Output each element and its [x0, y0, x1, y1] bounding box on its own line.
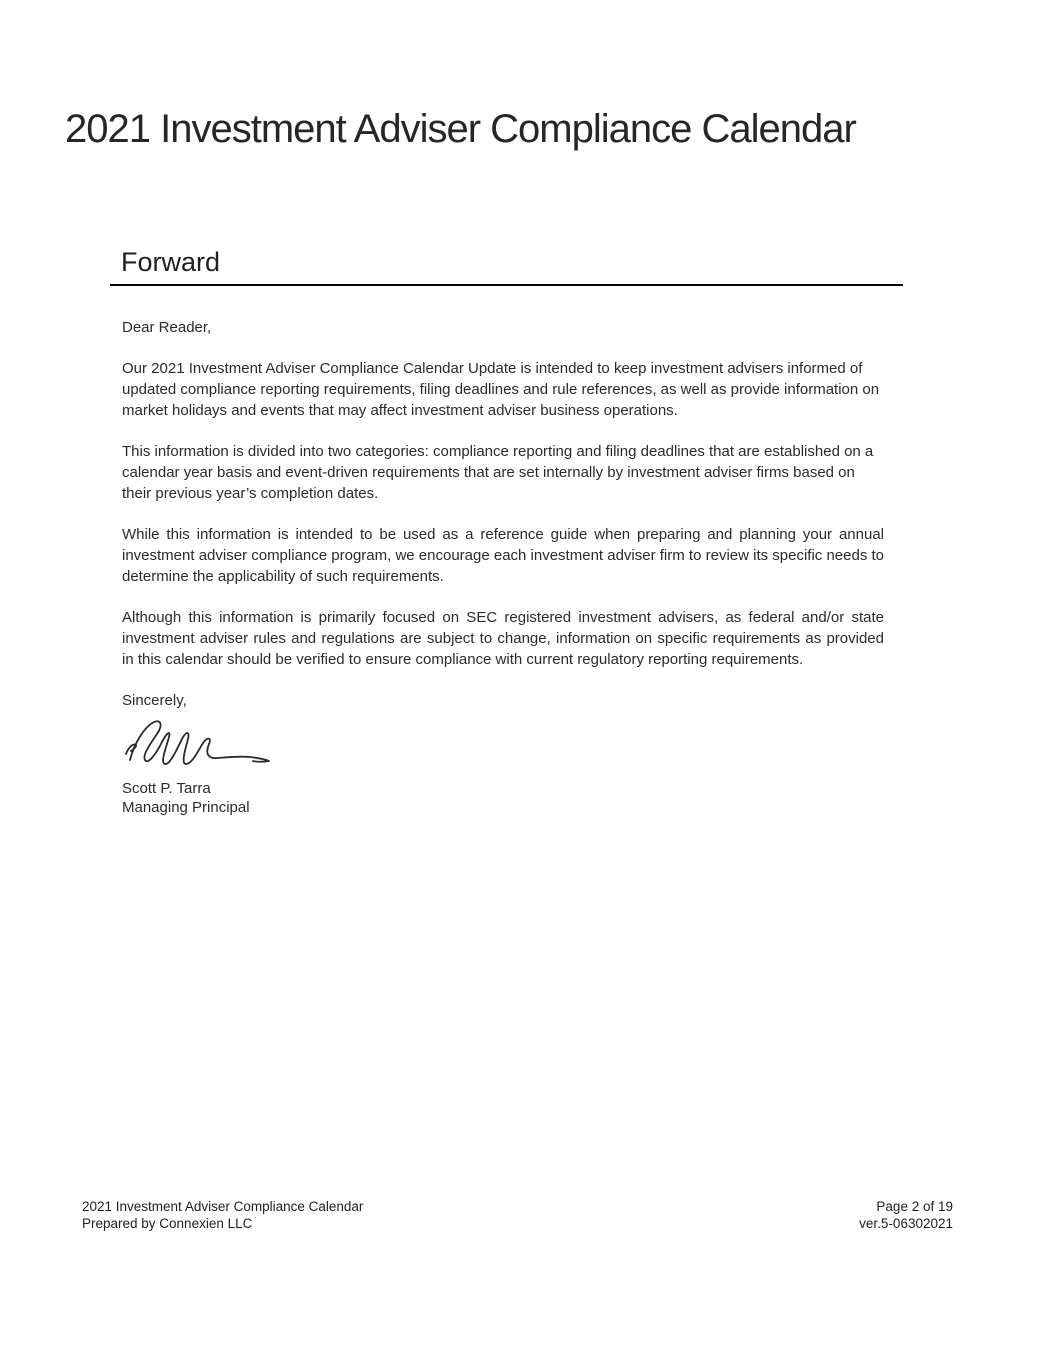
section-heading: Forward — [121, 247, 221, 277]
page-footer — [82, 1198, 953, 1232]
letter-paragraph: Our 2021 Investment Adviser Compliance Calendar Update is intended to keep investment advisers informed of updated compliance reporting requirements, filing deadlines and rule references, as well as provide information on market holidays and events that may affect investment adviser business operations. — [122, 360, 880, 419]
footer-version: ver.5-06302021 — [859, 1216, 953, 1231]
signature-image — [122, 715, 884, 773]
footer-page-indicator: Page 2 of 19 — [876, 1199, 953, 1214]
signature-scrawl-icon — [122, 715, 302, 771]
footer-right — [859, 1198, 953, 1232]
signer-role: Managing Principal — [122, 799, 250, 816]
footer-prepared-by: Prepared by Connexien LLC — [82, 1216, 253, 1231]
letter-paragraph: Although this information is primarily focused on SEC registered investment advisers, as federal and/or state investment adviser rules and regulations are subject to change, information on specific requirements as provided in this calendar should be verified to ensure compliance with current regulatory reporting requirements. — [122, 609, 884, 668]
footer-doc-title: 2021 Investment Adviser Compliance Calendar — [82, 1199, 364, 1214]
letter-body — [122, 317, 884, 817]
closing-line: Sincerely, — [122, 692, 187, 709]
signer-name: Scott P. Tarra — [122, 780, 211, 797]
salutation: Dear Reader, — [122, 319, 212, 336]
document-title: 2021 Investment Adviser Compliance Calendar — [65, 107, 856, 151]
letter-paragraph: While this information is intended to be used as a reference guide when preparing and planning your annual investment adviser compliance program, we encourage each investment adviser firm to review its specific needs to determine the applicability of such requirements. — [122, 526, 885, 585]
footer-left — [82, 1198, 363, 1232]
section-heading-block — [110, 247, 903, 286]
letter-paragraph: This information is divided into two categories: compliance reporting and filing deadlines that are established on a calendar year basis and event-driven requirements that are set internally by investment adviser firms based on their previous year’s completion dates. — [122, 443, 874, 502]
